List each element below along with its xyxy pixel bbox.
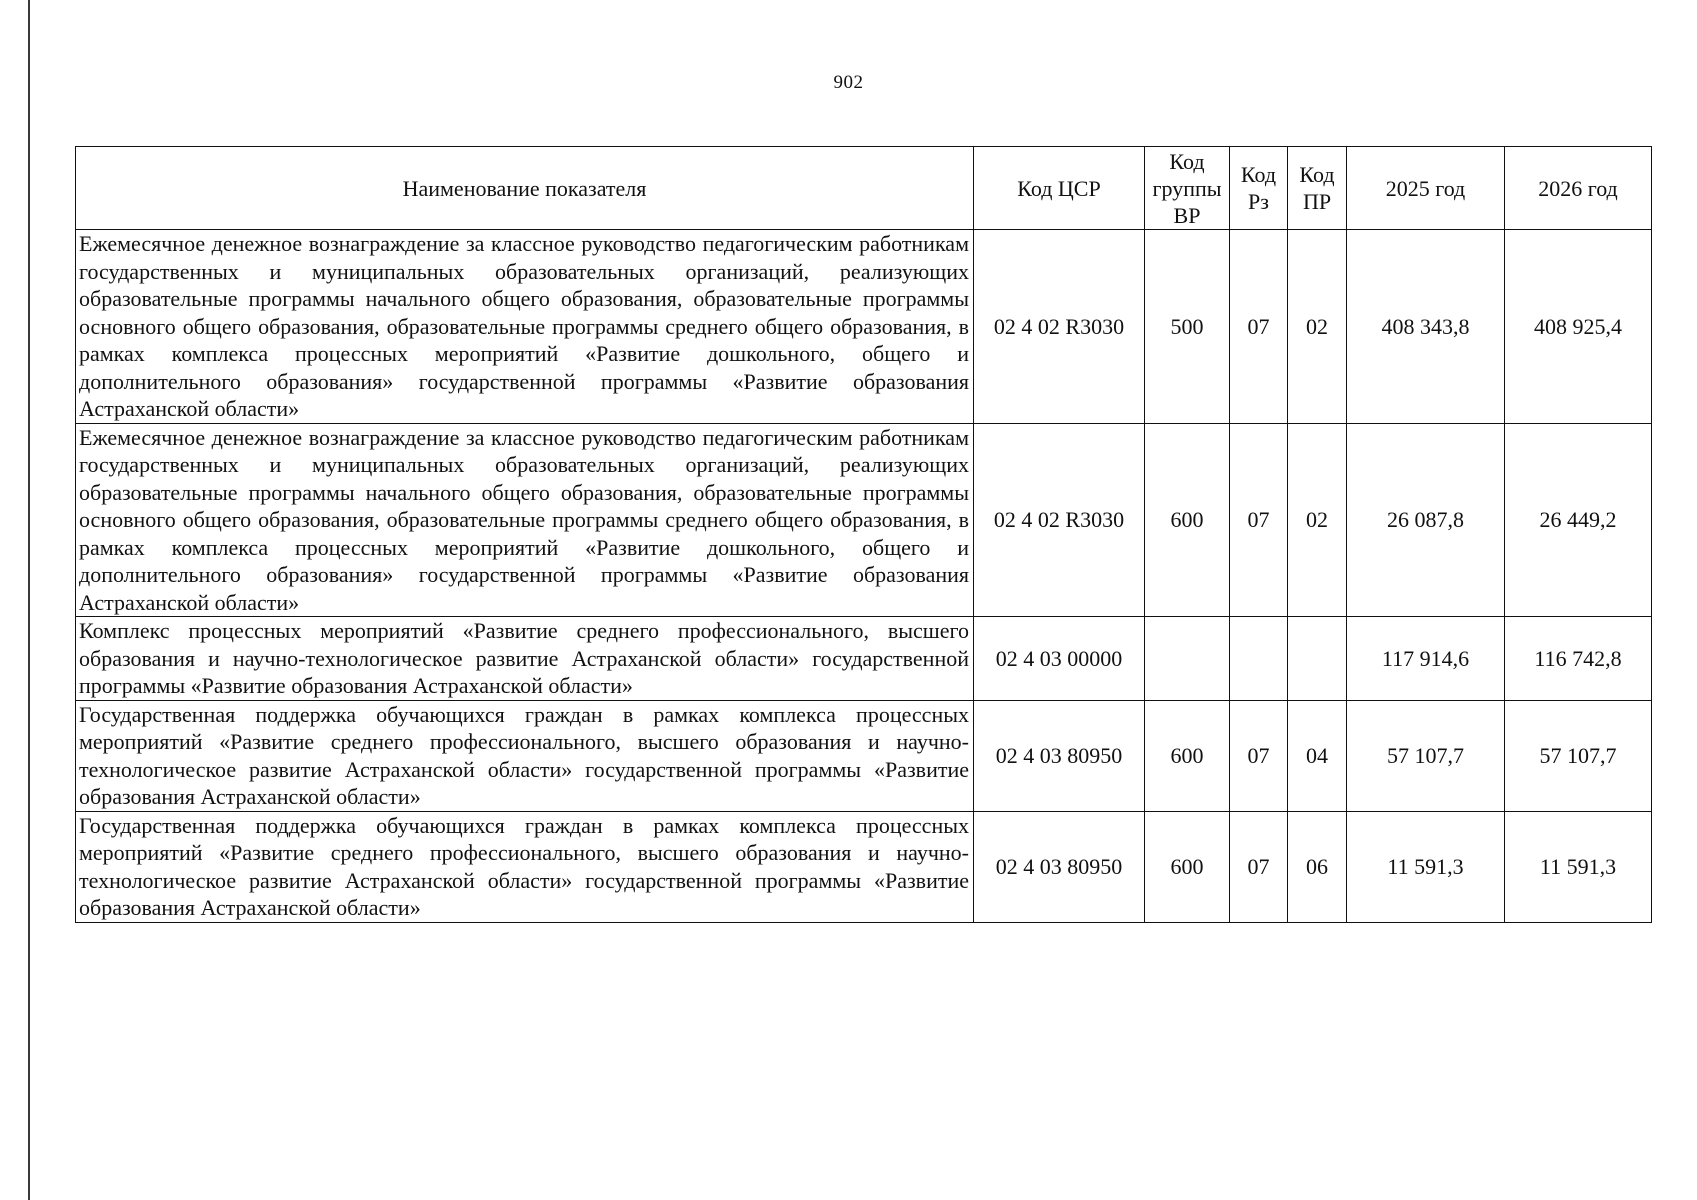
header-rz-line-2: Рз <box>1248 189 1269 214</box>
table-row <box>76 700 1652 811</box>
table-row <box>76 811 1652 922</box>
header-vr-line-3: ВР <box>1173 202 1201 228</box>
row-rz-code: 07 <box>1230 230 1288 424</box>
row-name: Ежемесячное денежное вознаграждение за классное руководство педагогическим работникам государственных и муниципальных образовательных организаций, реализующих образовательные программы начального общего образования, образовательные программы основного общего образования, образовательные программы среднего общего образования, в рамках комплекса процессных мероприятий «Развитие дошкольного, общего и дополнительного образования» государственной программы «Развитие образования Астраханской области» <box>76 423 974 617</box>
header-year-2026: 2026 год <box>1505 147 1652 230</box>
header-vr-line-2: группы <box>1152 175 1222 201</box>
row-amount-2025: 26 087,8 <box>1347 423 1505 617</box>
header-rz-line-1: Код <box>1240 162 1277 187</box>
row-name: Государственная поддержка обучающихся граждан в рамках комплекса процессных мероприятий «Развитие среднего профессионального, высшего образования и научно-технологическое развитие Астраханской области» государственной программы «Развитие образования Астраханской области» <box>76 700 974 811</box>
header-vr-code <box>1145 147 1230 230</box>
header-name: Наименование показателя <box>76 147 974 230</box>
row-vr-code: 600 <box>1145 811 1230 922</box>
budget-table <box>75 146 1652 923</box>
row-name: Комплекс процессных мероприятий «Развитие среднего профессионального, высшего образования и научно-технологическое развитие Астраханской области» государственной программы «Развитие образования Астраханской области» <box>76 617 974 701</box>
header-pr-line-2: ПР <box>1302 189 1332 214</box>
row-pr-code: 02 <box>1288 423 1347 617</box>
row-csr-code: 02 4 03 80950 <box>974 700 1145 811</box>
scan-left-edge-line <box>28 0 30 1200</box>
row-vr-code: 600 <box>1145 700 1230 811</box>
row-amount-2026: 116 742,8 <box>1505 617 1652 701</box>
row-amount-2025: 117 914,6 <box>1347 617 1505 701</box>
header-pr-code <box>1288 147 1347 230</box>
header-vr-line-1: Код <box>1169 148 1205 174</box>
row-csr-code: 02 4 03 00000 <box>974 617 1145 701</box>
row-rz-code <box>1230 617 1288 701</box>
row-rz-code: 07 <box>1230 811 1288 922</box>
row-amount-2025: 408 343,8 <box>1347 230 1505 424</box>
row-csr-code: 02 4 02 R3030 <box>974 230 1145 424</box>
row-name: Ежемесячное денежное вознаграждение за классное руководство педагогическим работникам государственных и муниципальных образовательных организаций, реализующих образовательные программы начального общего образования, образовательные программы основного общего образования, образовательные программы среднего общего образования, в рамках комплекса процессных мероприятий «Развитие дошкольного, общего и дополнительного образования» государственной программы «Развитие образования Астраханской области» <box>76 230 974 424</box>
header-year-2025: 2025 год <box>1347 147 1505 230</box>
row-amount-2025: 57 107,7 <box>1347 700 1505 811</box>
row-pr-code: 06 <box>1288 811 1347 922</box>
row-pr-code: 04 <box>1288 700 1347 811</box>
row-pr-code: 02 <box>1288 230 1347 424</box>
table-row <box>76 230 1652 424</box>
row-csr-code: 02 4 02 R3030 <box>974 423 1145 617</box>
row-rz-code: 07 <box>1230 423 1288 617</box>
page-number: 902 <box>833 72 864 93</box>
row-rz-code: 07 <box>1230 700 1288 811</box>
table-header-row <box>76 147 1652 230</box>
row-amount-2026: 11 591,3 <box>1505 811 1652 922</box>
table-row <box>76 617 1652 701</box>
row-vr-code: 600 <box>1145 423 1230 617</box>
row-amount-2026: 57 107,7 <box>1505 700 1652 811</box>
row-vr-code <box>1145 617 1230 701</box>
header-rz-code <box>1230 147 1288 230</box>
row-name: Государственная поддержка обучающихся граждан в рамках комплекса процессных мероприятий «Развитие среднего профессионального, высшего образования и научно-технологическое развитие Астраханской области» государственной программы «Развитие образования Астраханской области» <box>76 811 974 922</box>
row-csr-code: 02 4 03 80950 <box>974 811 1145 922</box>
row-vr-code: 500 <box>1145 230 1230 424</box>
header-csr-code: Код ЦСР <box>974 147 1145 230</box>
table-row <box>76 423 1652 617</box>
header-pr-line-1: Код <box>1299 162 1335 187</box>
row-pr-code <box>1288 617 1347 701</box>
row-amount-2026: 408 925,4 <box>1505 230 1652 424</box>
row-amount-2026: 26 449,2 <box>1505 423 1652 617</box>
row-amount-2025: 11 591,3 <box>1347 811 1505 922</box>
